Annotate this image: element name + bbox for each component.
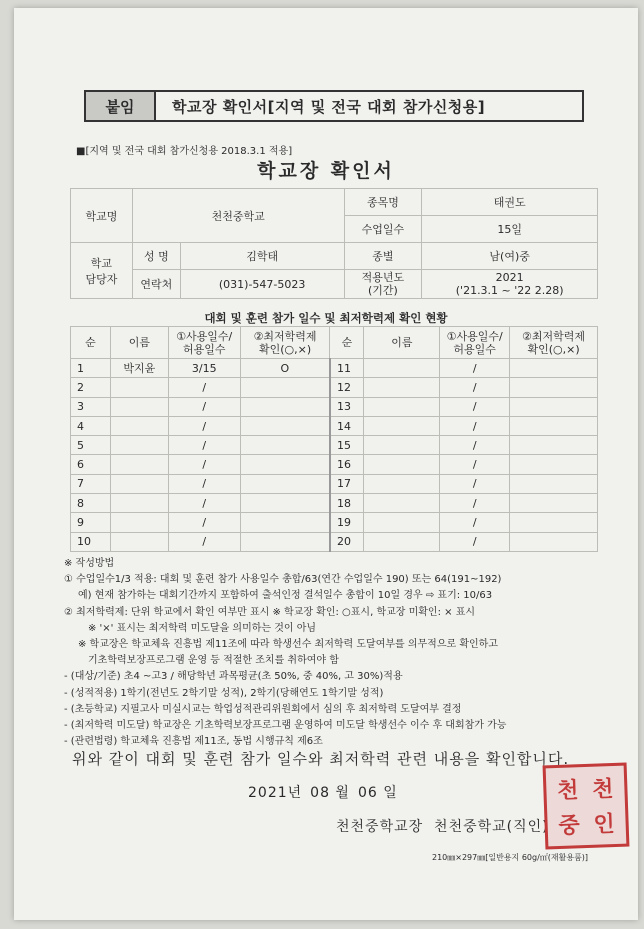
cell-check [510, 378, 598, 397]
cell-no: 9 [71, 513, 111, 532]
cell-name [110, 416, 168, 435]
cell-no: 8 [71, 494, 111, 513]
cell-name [110, 532, 168, 551]
note-line: ※ '×' 표시는 최저학력 미도달을 의미하는 것이 아님 [88, 622, 317, 634]
days-label: 수업일수 [344, 216, 422, 243]
table-header-row [71, 327, 598, 359]
contact-label: 연락처 [132, 270, 180, 299]
event-value: 태권도 [422, 189, 598, 216]
header-check: ②최저학력제 확인(○,×) [240, 327, 330, 359]
table-row [71, 397, 598, 416]
cell-no: 10 [71, 532, 111, 551]
cell-no: 7 [71, 474, 111, 493]
header-check: ②최저학력제 확인(○,×) [510, 327, 598, 359]
name-label: 성 명 [132, 243, 180, 270]
cell-days: / [440, 532, 510, 551]
cell-days: / [168, 378, 240, 397]
note-line: - (성적적용) 1학기(전년도 2학기말 성적), 2학기(당해연도 1학기말 성적) [64, 687, 384, 699]
header-no: 순 [71, 327, 111, 359]
cell-days: / [168, 474, 240, 493]
cell-check [240, 532, 330, 551]
header-name: 이름 [364, 327, 440, 359]
name-value: 김학태 [180, 243, 344, 270]
table-row [71, 416, 598, 435]
cell-days: 3/15 [168, 359, 240, 378]
cell-check [510, 474, 598, 493]
cell-check [510, 416, 598, 435]
cell-check [510, 397, 598, 416]
cell-name [364, 436, 440, 455]
cell-check [510, 455, 598, 474]
table-row [71, 532, 598, 551]
cell-no: 3 [71, 397, 111, 416]
cell-name [364, 416, 440, 435]
gender-value: 남(여)중 [422, 243, 598, 270]
date-month: 08 월 [310, 785, 350, 801]
cell-no: 11 [330, 359, 364, 378]
cell-days: / [168, 397, 240, 416]
confirmation-text: 위와 같이 대회 및 훈련 참가 일수와 최저학력 관련 내용을 확인합니다. [72, 750, 570, 768]
note-line: ※ 학교장은 학교체육 진흥법 제11조에 따라 학생선수 최저학력 도달여부를 의무적으로 확인하고 [78, 639, 498, 651]
table-row [71, 494, 598, 513]
attachment-label: 붙임 [86, 92, 156, 120]
instructions [64, 556, 624, 750]
attachment-header [84, 90, 584, 122]
cell-check [240, 397, 330, 416]
cell-check [240, 378, 330, 397]
contact-value: (031)-547-5023 [180, 270, 344, 299]
seal-char: 천 [591, 777, 615, 803]
paper-spec: 210㎜×297㎜[일반용지 60g/㎡(재활용품)] [432, 853, 589, 862]
cell-no: 5 [71, 436, 111, 455]
cell-no: 20 [330, 532, 364, 551]
note-line: ② 최저학력제: 단위 학교에서 확인 여부만 표시 ※ 학교장 확인: ○표시, 학교장 미확인: × 표시 [64, 606, 476, 618]
school-value: 천천중학교 [132, 189, 344, 243]
days-value: 15일 [422, 216, 598, 243]
cell-name [364, 494, 440, 513]
seal-char: 중 [558, 813, 581, 839]
cell-days: / [440, 474, 510, 493]
cell-no: 4 [71, 416, 111, 435]
cell-name [364, 378, 440, 397]
cell-no: 16 [330, 455, 364, 474]
cell-check: O [240, 359, 330, 378]
note-line: - (대상/기준) 초4 ~고3 / 해당학년 과목평균(초 50%, 중 40%, 고 30%)적용 [64, 671, 403, 683]
cell-name: 박지윤 [110, 359, 168, 378]
cell-days: / [168, 436, 240, 455]
note-line: 예) 현재 참가하는 대회기간까지 포함하여 출석인정 결석일수 총합이 10일 경우 ⇨ 표기: 10/63 [78, 590, 493, 602]
cell-name [110, 378, 168, 397]
staff-label: 학교 담당자 [71, 243, 133, 299]
issue-date [248, 782, 398, 802]
cell-name [364, 455, 440, 474]
document-page [14, 8, 638, 920]
principal-signature: 천천중학교장 천천중학교(직인) [336, 819, 549, 835]
cell-name [364, 513, 440, 532]
form-version-note: ■[지역 및 전국 대회 참가신청용 2018.3.1 적용] [76, 146, 293, 157]
cell-name [110, 474, 168, 493]
cell-check [510, 513, 598, 532]
cell-no: 12 [330, 378, 364, 397]
cell-check [240, 455, 330, 474]
cell-no: 2 [71, 378, 111, 397]
section-title: 대회 및 훈련 참가 일수 및 최저학력제 확인 현황 [204, 311, 448, 325]
cell-days: / [440, 416, 510, 435]
cell-days: / [168, 455, 240, 474]
cell-name [110, 455, 168, 474]
notes-heading: ※ 작성방법 [64, 558, 115, 569]
cell-no: 13 [330, 397, 364, 416]
cell-days: / [440, 513, 510, 532]
cell-no: 14 [330, 416, 364, 435]
school-label: 학교명 [71, 189, 133, 243]
cell-days: / [168, 513, 240, 532]
table-row [71, 474, 598, 493]
seal-char: 인 [593, 812, 616, 838]
cell-no: 19 [330, 513, 364, 532]
note-line: ① 수업일수1/3 적용: 대회 및 훈련 참가 사용일수 총합/63(연간 수업일수 190) 또는 64(191~192) [64, 574, 502, 586]
table-row [71, 513, 598, 532]
cell-no: 17 [330, 474, 364, 493]
cell-name [110, 494, 168, 513]
cell-name [110, 513, 168, 532]
cell-check [510, 494, 598, 513]
year-label: 적용년도 (기간) [344, 270, 422, 299]
note-line: - (최저학력 미도달) 학교장은 기초학력보장프로그램 운영하여 미도달 학생선수 이수 후 대회참가 가능 [64, 720, 507, 732]
cell-days: / [440, 378, 510, 397]
cell-days: / [168, 416, 240, 435]
event-label: 종목명 [344, 189, 422, 216]
table-row [71, 436, 598, 455]
cell-name [364, 397, 440, 416]
cell-check [240, 416, 330, 435]
cell-no: 15 [330, 436, 364, 455]
header-no: 순 [330, 327, 364, 359]
note-line: 기초학력보장프로그램 운영 등 적절한 조치를 취하여야 함 [88, 655, 339, 667]
cell-days: / [440, 359, 510, 378]
table-row [71, 378, 598, 397]
cell-days: / [168, 532, 240, 551]
cell-days: / [440, 436, 510, 455]
attachment-title: 학교장 확인서[지역 및 전국 대회 참가신청용] [172, 97, 486, 116]
cell-days: / [440, 455, 510, 474]
info-table [70, 188, 598, 299]
header-days: ①사용일수/ 허용일수 [440, 327, 510, 359]
cell-days: / [440, 397, 510, 416]
note-line: - (초등학교) 지필고사 미실시교는 학업성적관리위원회에서 심의 후 최저학력 도달여부 결정 [64, 703, 462, 715]
cell-check [240, 513, 330, 532]
cell-days: / [168, 494, 240, 513]
cell-name [364, 532, 440, 551]
date-day: 06 일 [357, 785, 398, 801]
participation-table [70, 326, 598, 552]
cell-name [364, 359, 440, 378]
gender-label: 종별 [344, 243, 422, 270]
cell-no: 18 [330, 494, 364, 513]
cell-check [240, 436, 330, 455]
note-line: - (관련법령) 학교체육 진흥법 제11조, 동법 시행규칙 제6조 [64, 736, 323, 748]
cell-days: / [440, 494, 510, 513]
cell-name [110, 436, 168, 455]
year-value: 2021 ('21.3.1 ~ '22 2.28) [422, 270, 598, 299]
cell-no: 6 [71, 455, 111, 474]
document-title: 학교장 확인서 [257, 160, 395, 182]
cell-check [510, 359, 598, 378]
cell-no: 1 [71, 359, 111, 378]
cell-name [110, 397, 168, 416]
header-days: ①사용일수/ 허용일수 [168, 327, 240, 359]
cell-check [240, 474, 330, 493]
table-row [71, 455, 598, 474]
header-name: 이름 [110, 327, 168, 359]
cell-name [364, 474, 440, 493]
official-seal [543, 763, 630, 850]
date-year: 2021년 [248, 785, 303, 801]
cell-check [240, 494, 330, 513]
table-row [71, 359, 598, 378]
cell-check [510, 436, 598, 455]
cell-check [510, 532, 598, 551]
seal-char: 천 [556, 778, 580, 804]
